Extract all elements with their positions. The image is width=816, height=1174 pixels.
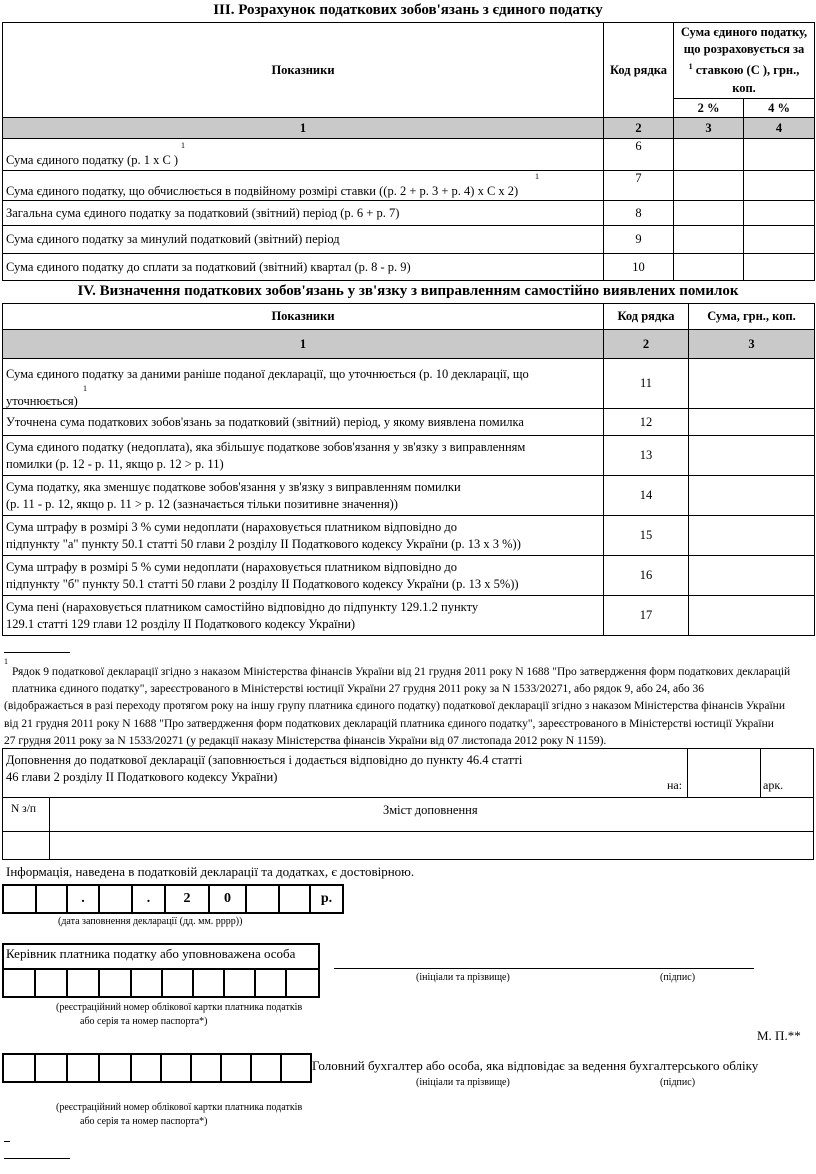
col-sum-header: Сума, грн., коп. [689,304,815,330]
rate-4-percent: 4 % [744,99,815,118]
value-cell[interactable] [689,409,815,436]
accountant-label: Головний бухгалтер або особа, яка відповідає за ведення бухгалтерського обліку [312,1058,759,1073]
col-code-header: Код рядка [604,23,674,118]
value-cell[interactable] [689,436,815,476]
head-label: Керівник платника податку або уповноважена особа [6,946,296,961]
table-row: Сума єдиного податку до сплати за податковий (звітний) квартал (р. 8 - р. 9) 10 [3,254,815,281]
value-cell[interactable] [744,254,815,281]
sheets-label: арк. [763,778,784,792]
col-sum-header: Сума єдиного податку, що розраховується за $^1$ ставкою (С ), грн., коп. [674,23,815,99]
table-row: Сума єдиного податку за даними раніше поданої декларації, що уточнюється (р. 10 декларації, що 1 уточнюється) 11 [3,359,815,409]
footnote-divider [4,652,70,653]
head-signature-caption: (підпис) [660,972,696,983]
section3-title: III. Розрахунок податкових зобов'язань з єдиного податку [213,2,603,18]
value-cell[interactable] [674,139,744,171]
head-initials-caption: (ініціали та прізвище) [416,972,510,983]
table-row: Сума єдиного податку за минулий податковий (звітний) період 9 [3,226,815,254]
value-cell[interactable] [674,226,744,254]
rate-2-percent: 2 % [674,99,744,118]
footnote-mark: 1 [4,657,8,666]
value-cell[interactable] [744,171,815,201]
col-indicators-header: Показники [3,304,604,330]
head-reg-caption1: (реєстраційний номер облікової картки платника податків [56,1002,303,1013]
accountant-reg-caption1: (реєстраційний номер облікової картки платника податків [56,1102,303,1113]
value-cell[interactable] [689,556,815,596]
value-cell[interactable] [744,226,815,254]
section4-table [2,303,815,636]
col-code-header: Код рядка [604,304,689,330]
accountant-reg-number-field[interactable] [2,1053,312,1083]
section4-title: IV. Визначення податкових зобов'язань у зв'язку з виправленням самостійно виявлених помилок [77,283,739,299]
value-cell[interactable] [674,254,744,281]
date-caption: (дата заповнення декларації (дд. мм. рррр)) [58,916,243,927]
accountant-reg-caption2: або серія та номер паспорта*) [80,1116,208,1127]
value-cell[interactable] [744,201,815,226]
col-content-header: Зміст доповнення [383,803,478,817]
accountant-initials-caption: (ініціали та прізвище) [416,1077,510,1088]
table-row: Загальна сума єдиного податку за податковий (звітний) період (р. 6 + р. 7) 8 [3,201,815,226]
sheets-count-field[interactable] [687,749,761,797]
date-field[interactable]: . . 2 0 р. [2,884,344,914]
value-cell[interactable] [689,596,815,636]
table-row: 1 Сума єдиного податку (р. 1 х С ) 6 [3,139,815,171]
table-row: Сума єдиного податку (недоплата), яка збільшує податкове зобов'язання у зв'язку з виправленням помилки (р. 12 - р. 11, якщо р. 12 > р. 11) 13 [3,436,815,476]
supplement-box [2,748,814,860]
table-row: Сума штрафу в розмірі 3 % суми недоплати (нараховується платником відповідно до підпункту "а" пункту 50.1 статті 50 глави 2 розділу II Податкового кодексу України (р. 13 х 3 %)) 15 [3,516,815,556]
value-cell[interactable] [689,476,815,516]
col-num-header: N з/п [11,803,37,815]
table-row: Сума пені (нараховується платником самостійно відповідно до підпункту 129.1.2 пункту 129.1 статті 129 глави 12 розділу II Податкового кодексу України) 17 [3,596,815,636]
table-row: Сума штрафу в розмірі 5 % суми недоплати (нараховується платником відповідно до підпункту "б" пункту 50.1 статті 50 глави 2 розділу II Податкового кодексу України (р. 13 х 5%)) 16 [3,556,815,596]
bottom-footnote-mark [4,1141,10,1142]
supplement-title-line2: 46 глави 2 розділу II Податкового кодексу України) [6,770,278,784]
value-cell[interactable] [674,171,744,201]
col-indicators-header: Показники [3,23,604,118]
value-cell[interactable] [689,516,815,556]
column-number-row: 1 2 3 [3,330,815,359]
table-row: Уточнена сума податкових зобов'язань за податковий (звітний) період, у якому виявлена помилка 12 [3,409,815,436]
value-cell[interactable] [744,139,815,171]
head-reg-caption2: або серія та номер паспорта*) [80,1016,208,1027]
table-row: 1 Сума єдиного податку, що обчислюється в подвійному розмірі ставки ((р. 2 + р. 3 + р. 4) х С х 2) 7 [3,171,815,201]
head-signature-line[interactable] [334,968,754,969]
footnote-text: Рядок 9 податкової декларації згідно з наказом Міністерства фінансів України від 21 грудня 2011 року N 1688 "Про затвердження форм податкових декларацій платника єдиного податку", зареєстрованого в Міністерстві юстиції України 27 грудня 2011 року за N 1533/20271, або рядок 9, або 24, або 36 (відображається в разі переходу протягом року на іншу групу платника єдиного податку) податкової декларації згідно з наказом Міністерства фінансів України від 21 грудня 2011 року N 1688 "Про затвердження форм податкових декларацій платника єдиного податку", зареєстрованого в Міністерстві юстиції України 27 грудня 2011 року за N 1533/20271 (у редакції наказу Міністерства фінансів України від 07 листопада 2012 року N 1159). [4,666,791,747]
section3-table [2,22,815,281]
value-cell[interactable] [674,201,744,226]
supplement-title-line1: Доповнення до податкової декларації (заповнюється і додається відповідно до пункту 46.4 статті [6,753,523,767]
info-statement: Інформація, наведена в податковій декларації та додатках, є достовірною. [6,864,415,879]
head-reg-number-field[interactable] [2,968,320,998]
table-row: Сума податку, яка зменшує податкове зобов'язання у зв'язку з виправленням помилки (р. 11 - р. 12, якщо р. 11 > р. 12 (зазначається тільки позитивне значення)) 14 [3,476,815,516]
on-label: на: [667,778,683,792]
accountant-signature-caption: (підпис) [660,1077,696,1088]
supplement-content-input[interactable] [51,833,811,857]
bottom-footnote-divider [4,1158,70,1159]
value-cell[interactable] [689,359,815,409]
stamp-label: М. П.** [757,1028,801,1043]
column-number-row: 1 2 3 4 [3,118,815,139]
